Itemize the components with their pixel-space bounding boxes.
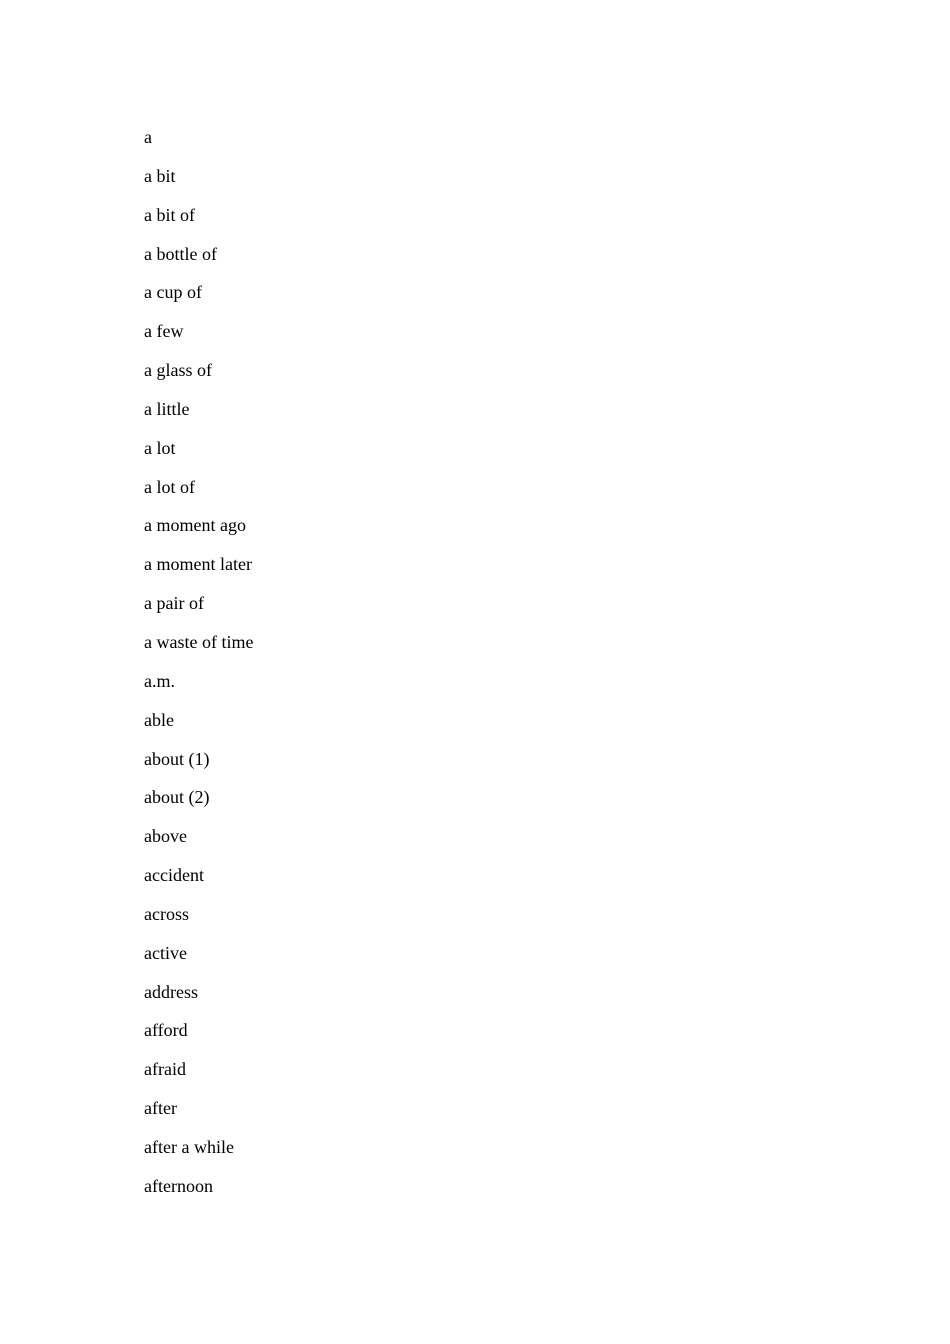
word-entry: accident bbox=[144, 865, 204, 886]
word-entry: a bbox=[144, 127, 152, 147]
word-entry: a bit bbox=[144, 165, 176, 186]
word-entry: a moment ago bbox=[144, 515, 246, 536]
word-entry: a bottle of bbox=[144, 243, 217, 264]
word-entry: a bit of bbox=[144, 204, 195, 225]
word-entry: about (1) bbox=[144, 748, 210, 769]
word-entry: a.m. bbox=[144, 670, 175, 691]
word-entry: afraid bbox=[144, 1059, 186, 1080]
word-list bbox=[144, 118, 253, 1206]
word-entry: a moment later bbox=[144, 554, 252, 575]
word-entry: address bbox=[144, 981, 198, 1002]
word-entry: a few bbox=[144, 321, 184, 342]
word-entry: after bbox=[144, 1098, 177, 1119]
word-entry: after a while bbox=[144, 1136, 234, 1157]
word-entry: a little bbox=[144, 398, 190, 419]
word-entry: a lot bbox=[144, 437, 176, 458]
word-entry: afternoon bbox=[144, 1175, 213, 1196]
word-entry: a waste of time bbox=[144, 631, 254, 652]
word-entry: afford bbox=[144, 1020, 188, 1041]
word-entry: able bbox=[144, 709, 174, 730]
word-entry: active bbox=[144, 942, 187, 963]
word-entry: above bbox=[144, 826, 187, 847]
word-entry: a pair of bbox=[144, 593, 204, 614]
word-entry: a cup of bbox=[144, 282, 202, 303]
word-entry: about (2) bbox=[144, 787, 210, 808]
word-entry: a glass of bbox=[144, 360, 212, 381]
word-entry: across bbox=[144, 903, 189, 924]
word-entry: a lot of bbox=[144, 476, 195, 497]
